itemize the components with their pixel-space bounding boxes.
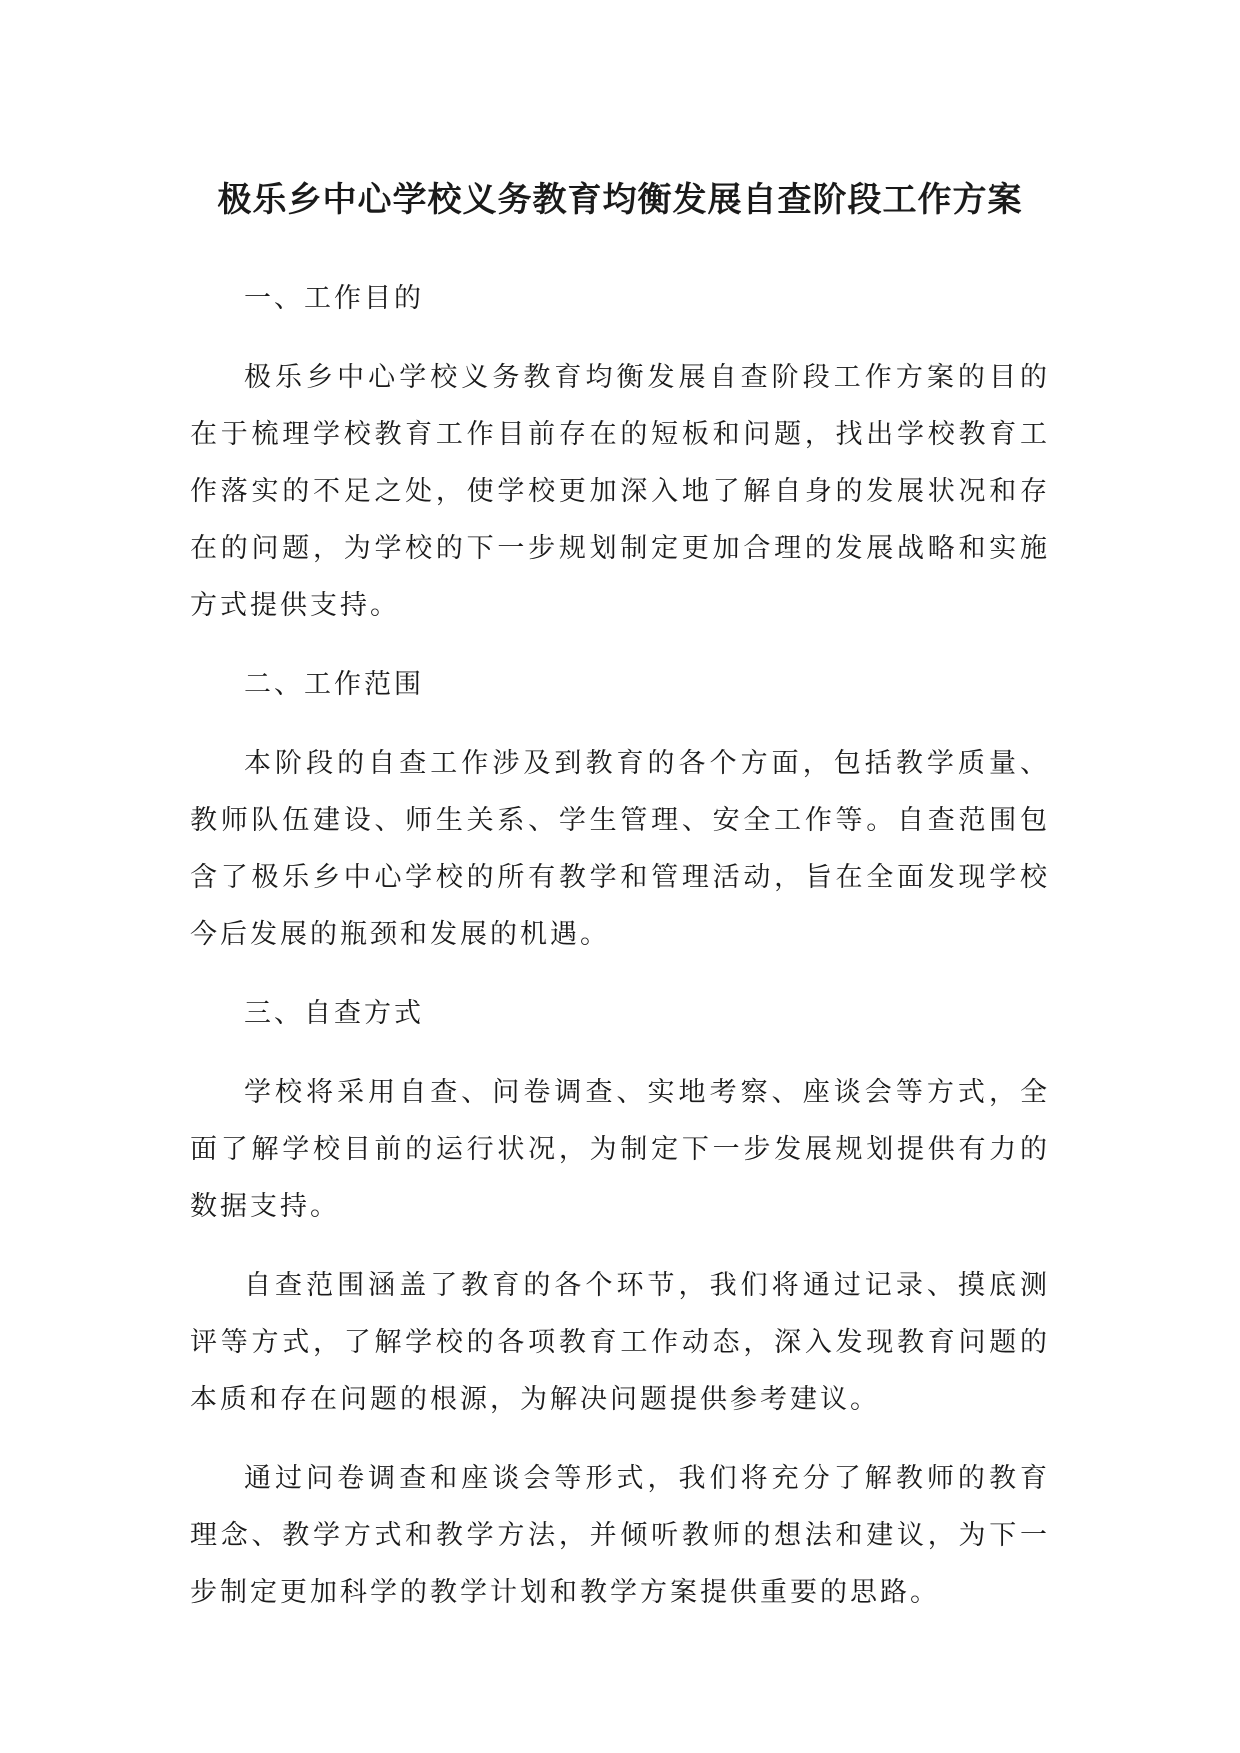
document-body <box>190 270 1050 1643</box>
section-heading-method: 三、自查方式 <box>244 998 424 1029</box>
section-paragraph: 极乐乡中心学校义务教育均衡发展自查阶段工作方案的目的在于梳理学校教育工作目前存在的短板和问题，找出学校教育工作落实的不足之处，使学校更加深入地了解自身的发展状况和存在的问题，为学校的下一步规划制定更加合理的发展战略和实施方式提供支持。 <box>190 362 1050 621</box>
section-paragraph: 通过问卷调查和座谈会等形式，我们将充分了解教师的教育理念、教学方式和教学方法，并倾听教师的想法和建议，为下一步制定更加科学的教学计划和教学方案提供重要的思路。 <box>190 1463 1050 1608</box>
section-heading-purpose: 一、工作目的 <box>244 283 424 314</box>
section-paragraph: 学校将采用自查、问卷调查、实地考察、座谈会等方式，全面了解学校目前的运行状况，为制定下一步发展规划提供有力的数据支持。 <box>190 1077 1050 1222</box>
document-title: 极乐乡中心学校义务教育均衡发展自查阶段工作方案 <box>217 180 1023 220</box>
section-heading-scope: 二、工作范围 <box>244 669 424 700</box>
section-paragraph: 自查范围涵盖了教育的各个环节，我们将通过记录、摸底测评等方式，了解学校的各项教育工作动态，深入发现教育问题的本质和存在问题的根源，为解决问题提供参考建议。 <box>190 1270 1050 1415</box>
section-paragraph: 本阶段的自查工作涉及到教育的各个方面，包括教学质量、教师队伍建设、师生关系、学生管理、安全工作等。自查范围包含了极乐乡中心学校的所有教学和管理活动，旨在全面发现学校今后发展的瓶颈和发展的机遇。 <box>190 748 1050 950</box>
